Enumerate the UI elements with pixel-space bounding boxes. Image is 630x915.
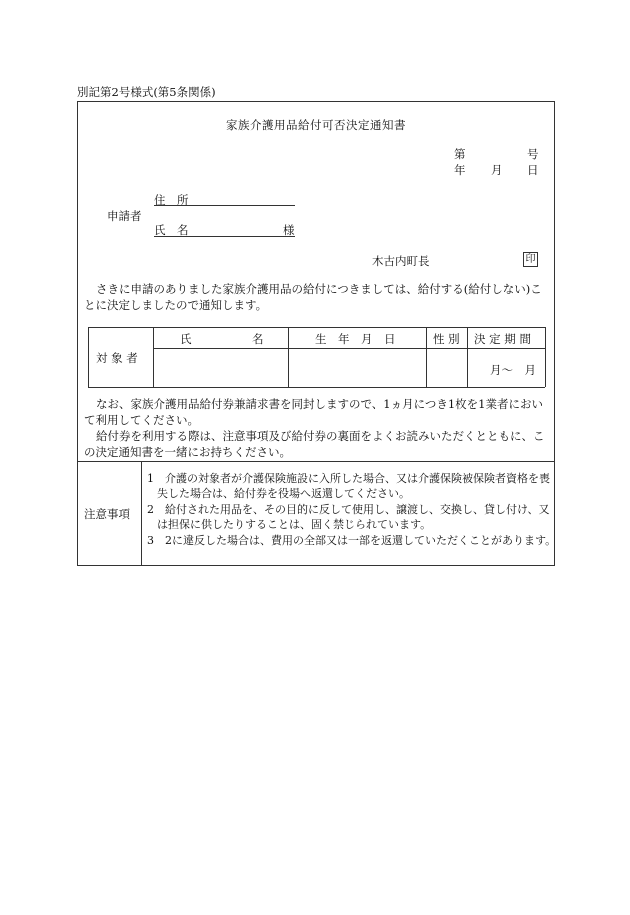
doc-date-month: 月 xyxy=(491,163,503,177)
notes-divider xyxy=(141,461,142,566)
table-col-divider xyxy=(288,327,289,387)
table-header-border xyxy=(153,348,545,349)
table-top-border xyxy=(88,327,545,328)
enclosure-text: なお、家族介護用品給付券兼請求書を同封しますので、1ヵ月につき1枚を1業者において利用してください。 xyxy=(84,397,543,427)
note-item-2: 2 給付された用品を、その目的に反して使用し、譲渡し、交換し、貸し付け、又は担保に供したりすることは、固く禁じられています。 xyxy=(147,503,550,531)
recipient-row-label: 対 象 者 xyxy=(96,351,138,365)
table-col-divider xyxy=(467,327,468,387)
doc-date-year: 年 xyxy=(454,163,466,177)
applicant-label: 申請者 xyxy=(107,209,142,223)
document-title: 家族介護用品給付可否決定通知書 xyxy=(226,118,406,132)
name-line xyxy=(154,236,295,237)
doc-number-suffix: 号 xyxy=(527,147,539,161)
seal-mark: 印 xyxy=(523,252,538,267)
period-value: 月～ 月 xyxy=(490,363,536,377)
table-left-border xyxy=(88,327,89,387)
notes-label: 注意事項 xyxy=(84,507,130,521)
header-period: 決 定 期 間 xyxy=(474,332,531,346)
note-item-1: 1 介護の対象者が介護保険施設に入所した場合、又は介護保険被保険者資格を喪失した場合は、給付券を役場へ返還してください。 xyxy=(147,472,550,500)
doc-date-day: 日 xyxy=(527,163,539,177)
issuer-name: 木古内町長 xyxy=(372,254,430,268)
header-name-b: 名 xyxy=(252,332,264,346)
address-line xyxy=(154,205,295,206)
honorific: 様 xyxy=(283,223,295,237)
table-col-divider xyxy=(153,327,154,387)
address-label: 住 所 xyxy=(154,193,189,207)
notes-top-border xyxy=(77,461,555,462)
note-item-3: 3 2に違反した場合は、費用の全部又は一部を返還していただくことがあります。 xyxy=(147,534,557,547)
header-name-a: 氏 xyxy=(180,332,192,346)
doc-number-prefix: 第 xyxy=(454,147,466,161)
table-bottom-border xyxy=(88,387,545,388)
header-birthdate: 生 年 月 日 xyxy=(315,332,396,346)
table-right-border xyxy=(545,327,546,387)
header-gender: 性 別 xyxy=(433,332,460,346)
table-col-divider xyxy=(426,327,427,387)
name-label: 氏 名 xyxy=(154,223,189,237)
form-label: 別記第2号様式(第5条関係) xyxy=(77,85,216,99)
notice-text: さきに申請のありました家族介護用品の給付につきましては、給付する(給付しない)ことに決定しましたので通知します。 xyxy=(84,282,542,312)
usage-text: 給付券を利用する際は、注意事項及び給付券の裏面をよくお読みいただくとともに、この決定通知書を一緒にお持ちください。 xyxy=(84,429,545,459)
